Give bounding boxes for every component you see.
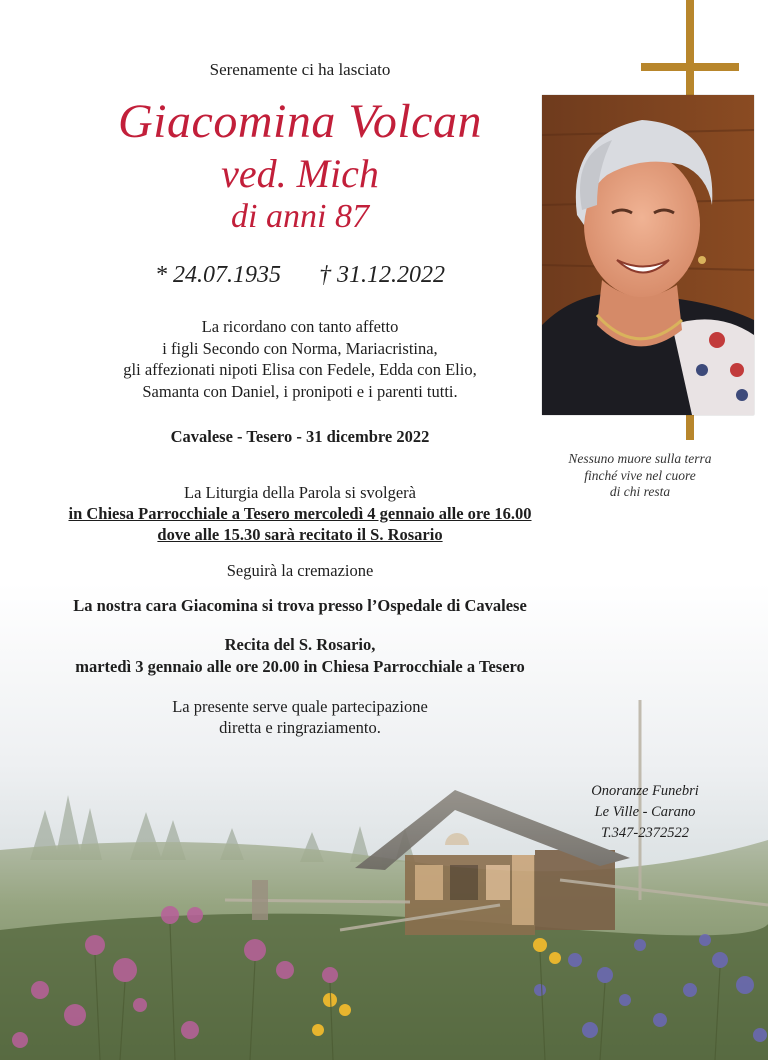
liturgy-intro: La Liturgia della Parola si svolgerà xyxy=(184,483,416,502)
life-dates xyxy=(0,262,600,289)
cremation-note: Seguirà la cremazione xyxy=(226,561,374,580)
deceased-name: Giacomina Volcan xyxy=(118,95,482,148)
place-and-date: Cavalese - Tesero - 31 dicembre 2022 xyxy=(170,427,430,446)
funeral-home-phone: T.347-2372522 xyxy=(601,825,689,841)
hospital-note: La nostra cara Giacomina si trova presso l’Ospedale di Cavalese xyxy=(73,596,527,615)
birth-date: * 24.07.1935 xyxy=(155,262,281,288)
liturgy-info xyxy=(0,482,600,545)
widow-of: ved. Mich xyxy=(221,151,379,196)
funeral-home xyxy=(560,781,730,844)
quote-line: finché vive nel cuore xyxy=(584,467,696,483)
closing-line: diretta e ringraziamento. xyxy=(219,718,381,737)
closing-line: La presente serve quale partecipazione xyxy=(172,697,428,716)
liturgy-church-time: in Chiesa Parrocchiale a Tesero mercoledì 4 gennaio alle ore 16.00 xyxy=(68,504,532,523)
quote-line: di chi resta xyxy=(609,484,671,499)
rosary-info xyxy=(0,634,600,678)
age: di anni 87 xyxy=(231,198,369,235)
mourners-line: i figli Secondo con Norma, Mariacristina, xyxy=(162,338,438,358)
rosary-detail: martedì 3 gennaio alle ore 20.00 in Chiesa Parrocchiale a Tesero xyxy=(75,657,525,676)
death-date: † 31.12.2022 xyxy=(319,262,445,288)
intro-text: Serenamente ci ha lasciato xyxy=(209,60,391,79)
rosary-title: Recita del S. Rosario, xyxy=(224,635,376,654)
funeral-home-name: Onoranze Funebri xyxy=(591,783,699,799)
closing-text xyxy=(0,696,600,738)
mourners-line: Samanta con Daniel, i pronipoti e i parenti tutti. xyxy=(142,381,458,401)
quote-line: Nessuno muore sulla terra xyxy=(568,451,712,466)
funeral-home-location: Le Ville - Carano xyxy=(594,804,696,820)
mourners-list xyxy=(0,316,600,402)
mourners-line: gli affezionati nipoti Elisa con Fedele, Edda con Elio, xyxy=(123,360,477,379)
liturgy-rosary-time: dove alle 15.30 sarà recitato il S. Rosario xyxy=(157,525,443,544)
mourners-line: La ricordano con tanto affetto xyxy=(201,317,399,336)
memorial-quote xyxy=(520,451,760,501)
